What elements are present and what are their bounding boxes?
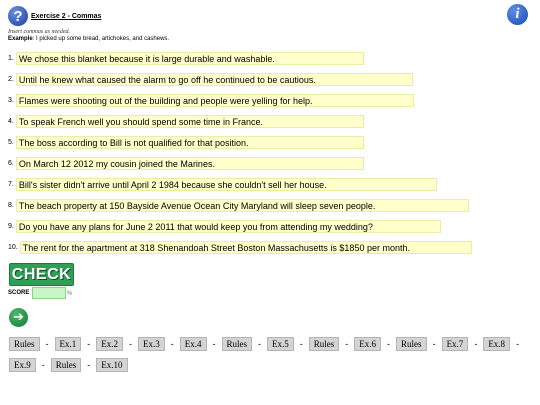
nav-separator: - <box>41 360 45 370</box>
nav-separator: - <box>432 339 436 349</box>
question-input-3[interactable]: Flames were shooting out of the building and people were yelling for help. <box>16 94 414 107</box>
page-title: Exercise 2 - Commas <box>31 13 102 20</box>
nav-button-ex-2[interactable]: Ex.2 <box>96 337 123 351</box>
nav-separator: - <box>299 339 303 349</box>
check-button[interactable]: CHECK <box>9 263 74 286</box>
question-row-7 <box>8 177 437 191</box>
nav-separator: - <box>258 339 262 349</box>
nav-separator: - <box>87 360 91 370</box>
nav-button-ex-7[interactable]: Ex.7 <box>442 337 469 351</box>
exercise-nav-bar <box>9 337 534 372</box>
question-row-8 <box>8 198 469 212</box>
score-label: SCORE <box>8 290 30 296</box>
question-row-4 <box>8 114 364 128</box>
question-input-5[interactable]: The boss according to Bill is not qualified for that position. <box>16 136 364 149</box>
question-input-9[interactable]: Do you have any plans for June 2 2011 that would keep you from attending my wedding? <box>16 220 441 233</box>
question-number: 5. <box>8 138 14 146</box>
question-input-4[interactable]: To speak French well you should spend some time in France. <box>16 115 364 128</box>
info-icon[interactable]: i <box>507 4 528 25</box>
question-number: 1. <box>8 54 14 62</box>
nav-separator: - <box>474 339 478 349</box>
nav-button-rules[interactable]: Rules <box>396 337 427 351</box>
question-row-9 <box>8 219 441 233</box>
question-row-6 <box>8 156 364 170</box>
nav-button-ex-8[interactable]: Ex.8 <box>483 337 510 351</box>
question-number: 3. <box>8 96 14 104</box>
question-number: 4. <box>8 117 14 125</box>
question-row-10 <box>8 240 472 254</box>
score-percent-sign: % <box>67 291 73 297</box>
nav-separator: - <box>212 339 216 349</box>
nav-button-rules[interactable]: Rules <box>309 337 340 351</box>
question-input-7[interactable]: Bill's sister didn't arrive until April 2 1984 because she couldn't sell her house. <box>16 178 437 191</box>
question-number: 8. <box>8 201 14 209</box>
question-input-10[interactable]: The rent for the apartment at 318 Shenandoah Street Boston Massachusetts is $1850 per month. <box>20 241 472 254</box>
question-number: 7. <box>8 180 14 188</box>
nav-button-ex-4[interactable]: Ex.4 <box>180 337 207 351</box>
question-row-1 <box>8 51 364 65</box>
nav-separator: - <box>45 339 49 349</box>
nav-button-ex-3[interactable]: Ex.3 <box>138 337 165 351</box>
question-number: 9. <box>8 222 14 230</box>
question-input-6[interactable]: On March 12 2012 my cousin joined the Marines. <box>16 157 364 170</box>
question-number: 2. <box>8 75 14 83</box>
question-input-1[interactable]: We chose this blanket because it is large durable and washable. <box>16 52 364 65</box>
question-row-3 <box>8 93 414 107</box>
nav-button-ex-10[interactable]: Ex.10 <box>96 358 127 372</box>
question-row-2 <box>8 72 413 86</box>
nav-separator: - <box>129 339 133 349</box>
instructions-text: Insert commas as needed. <box>8 29 70 35</box>
nav-button-rules[interactable]: Rules <box>9 337 40 351</box>
question-number: 10. <box>8 243 18 251</box>
question-input-2[interactable]: Until he knew what caused the alarm to go off he continued to be cautious. <box>16 73 413 86</box>
nav-button-ex-6[interactable]: Ex.6 <box>354 337 381 351</box>
example-sentence: : I picked up some bread, artichokes, and cashews. <box>32 36 170 42</box>
nav-separator: - <box>87 339 91 349</box>
nav-button-rules[interactable]: Rules <box>222 337 253 351</box>
nav-separator: - <box>170 339 174 349</box>
help-icon[interactable]: ? <box>8 6 28 26</box>
question-row-5 <box>8 135 364 149</box>
nav-separator: - <box>516 339 520 349</box>
question-input-8[interactable]: The beach property at 150 Bayside Avenue Ocean City Maryland will sleep seven people. <box>16 199 469 212</box>
nav-button-ex-1[interactable]: Ex.1 <box>55 337 82 351</box>
example-text <box>8 36 169 42</box>
nav-button-ex-9[interactable]: Ex.9 <box>9 358 36 372</box>
nav-separator: - <box>387 339 391 349</box>
score-field <box>32 287 66 299</box>
nav-button-ex-5[interactable]: Ex.5 <box>267 337 294 351</box>
next-arrow-icon[interactable]: ➔ <box>9 308 28 327</box>
question-number: 6. <box>8 159 14 167</box>
example-label: Example <box>8 36 33 42</box>
nav-button-rules[interactable]: Rules <box>51 358 82 372</box>
nav-separator: - <box>345 339 349 349</box>
